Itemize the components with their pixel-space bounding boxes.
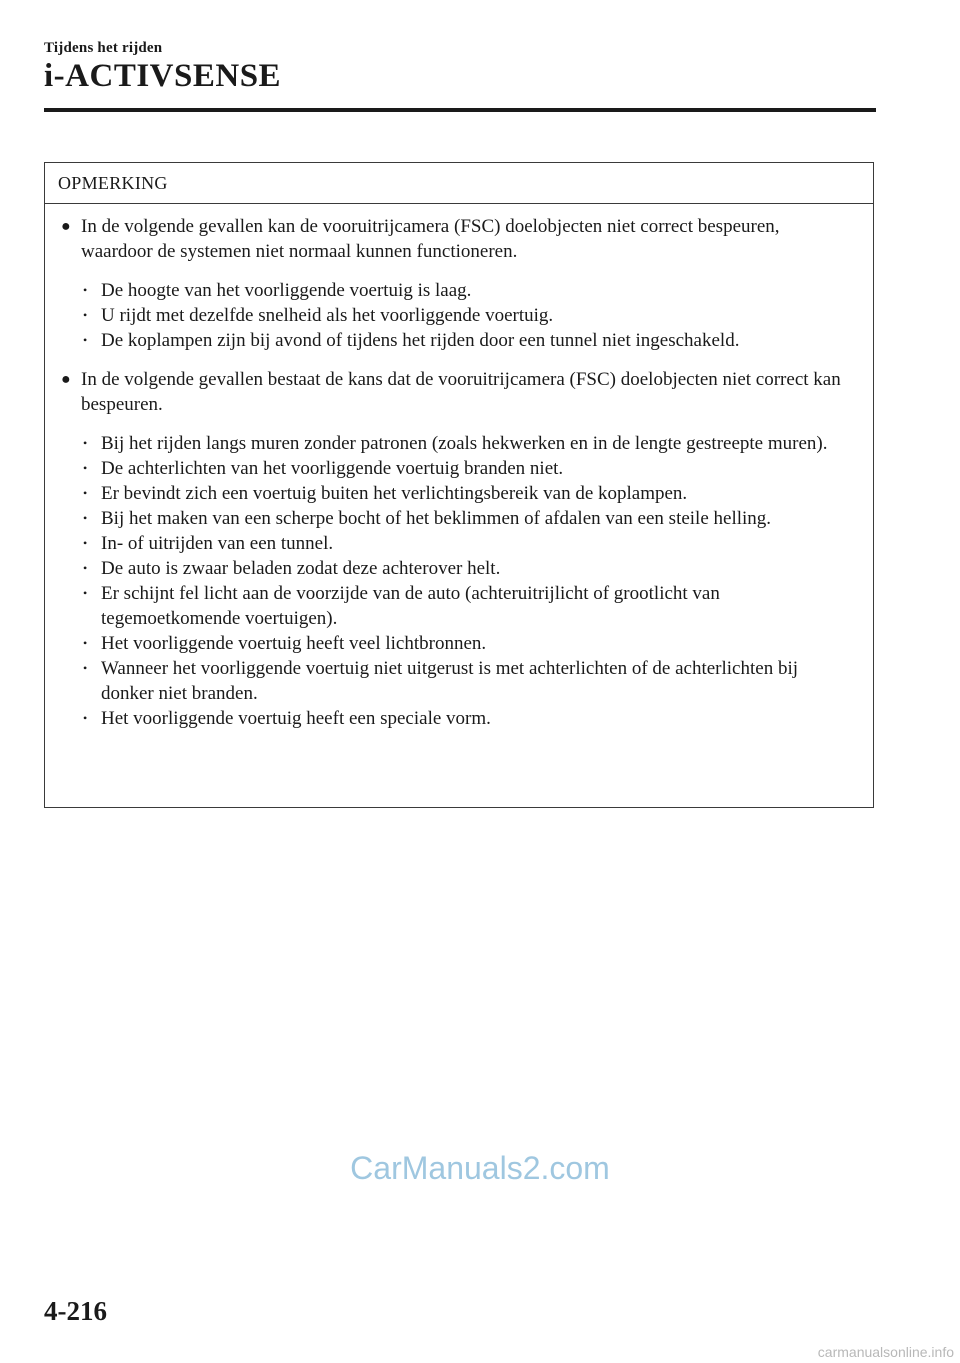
sub-item xyxy=(61,706,853,731)
sub-item-text: Er bevindt zich een voertuig buiten het verlichtingsbereik van de koplampen. xyxy=(101,483,688,504)
sub-item-text: Wanneer het voorliggende voertuig niet uitgerust is met achterlichten of de achterlichten bij donker niet branden. xyxy=(101,658,798,704)
chapter-title: i-ACTIVSENSE xyxy=(44,58,282,94)
sub-bullet-icon: • xyxy=(83,536,88,550)
sub-item-text: U rijdt met dezelfde snelheid als het voorliggende voertuig. xyxy=(101,305,554,326)
page-number: 4-216 xyxy=(44,1296,107,1326)
sub-bullet-icon: • xyxy=(83,511,88,525)
sub-item-text: De achterlichten van het voorliggende voertuig branden niet. xyxy=(101,458,564,479)
sub-bullet-icon: • xyxy=(83,436,88,450)
sub-item-text: De auto is zwaar beladen zodat deze achterover helt. xyxy=(101,558,501,579)
sub-item xyxy=(61,631,853,656)
note-header: OPMERKING xyxy=(45,163,873,204)
sub-item xyxy=(61,431,853,456)
title-rule xyxy=(44,108,876,112)
sub-item xyxy=(61,481,853,506)
bullet-text: In de volgende gevallen bestaat de kans dat de vooruitrijcamera (FSC) doelobjecten niet correct kan bespeuren. xyxy=(81,369,841,415)
sub-item xyxy=(61,556,853,581)
note-bullet xyxy=(61,367,853,417)
sub-list xyxy=(61,278,853,353)
sub-item-text: De hoogte van het voorliggende voertuig is laag. xyxy=(101,280,472,301)
sub-item xyxy=(61,278,853,303)
sub-item-text: Bij het maken van een scherpe bocht of het beklimmen of afdalen van een steile helling. xyxy=(101,508,772,529)
note-box xyxy=(44,162,874,808)
sub-bullet-icon: • xyxy=(83,586,88,600)
note-bullet xyxy=(61,214,853,264)
sub-bullet-icon: • xyxy=(83,461,88,475)
sub-bullet-icon: • xyxy=(83,636,88,650)
sub-item xyxy=(61,456,853,481)
sub-bullet-icon: • xyxy=(83,711,88,725)
site-watermark: carmanualsonline.info xyxy=(817,1344,954,1360)
sub-bullet-icon: • xyxy=(83,561,88,575)
sub-bullet-icon: • xyxy=(83,333,88,347)
sub-item-text: Het voorliggende voertuig heeft veel lichtbronnen. xyxy=(101,633,487,654)
sub-item-text: Het voorliggende voertuig heeft een speciale vorm. xyxy=(101,708,491,729)
bullet-text: In de volgende gevallen kan de vooruitrijcamera (FSC) doelobjecten niet correct bespeuren, waardoor de systemen niet normaal kunnen functioneren. xyxy=(81,216,780,262)
sub-bullet-icon: • xyxy=(83,661,88,675)
sub-bullet-icon: • xyxy=(83,283,88,297)
sub-bullet-icon: • xyxy=(83,308,88,322)
bullet-dot-icon: ● xyxy=(61,371,71,388)
sub-item xyxy=(61,328,853,353)
watermark-logo: CarManuals2.com xyxy=(350,1150,610,1186)
sub-item xyxy=(61,506,853,531)
sub-bullet-icon: • xyxy=(83,486,88,500)
sub-item-text: Bij het rijden langs muren zonder patronen (zoals hekwerken en in de lengte gestreepte muren). xyxy=(101,433,828,454)
sub-item xyxy=(61,581,853,631)
sub-item-text: In- of uitrijden van een tunnel. xyxy=(101,533,334,554)
sub-list xyxy=(61,431,853,731)
sub-item-text: Er schijnt fel licht aan de voorzijde van de auto (achteruitrijlicht of grootlicht van tegemoetkomende voertuigen). xyxy=(101,583,720,629)
sub-item xyxy=(61,656,853,706)
sub-item-text: De koplampen zijn bij avond of tijdens het rijden door een tunnel niet ingeschakeld. xyxy=(101,330,740,351)
section-label: Tijdens het rijden xyxy=(44,40,163,56)
sub-item xyxy=(61,303,853,328)
bullet-dot-icon: ● xyxy=(61,218,71,235)
sub-item xyxy=(61,531,853,556)
note-body xyxy=(45,204,873,731)
